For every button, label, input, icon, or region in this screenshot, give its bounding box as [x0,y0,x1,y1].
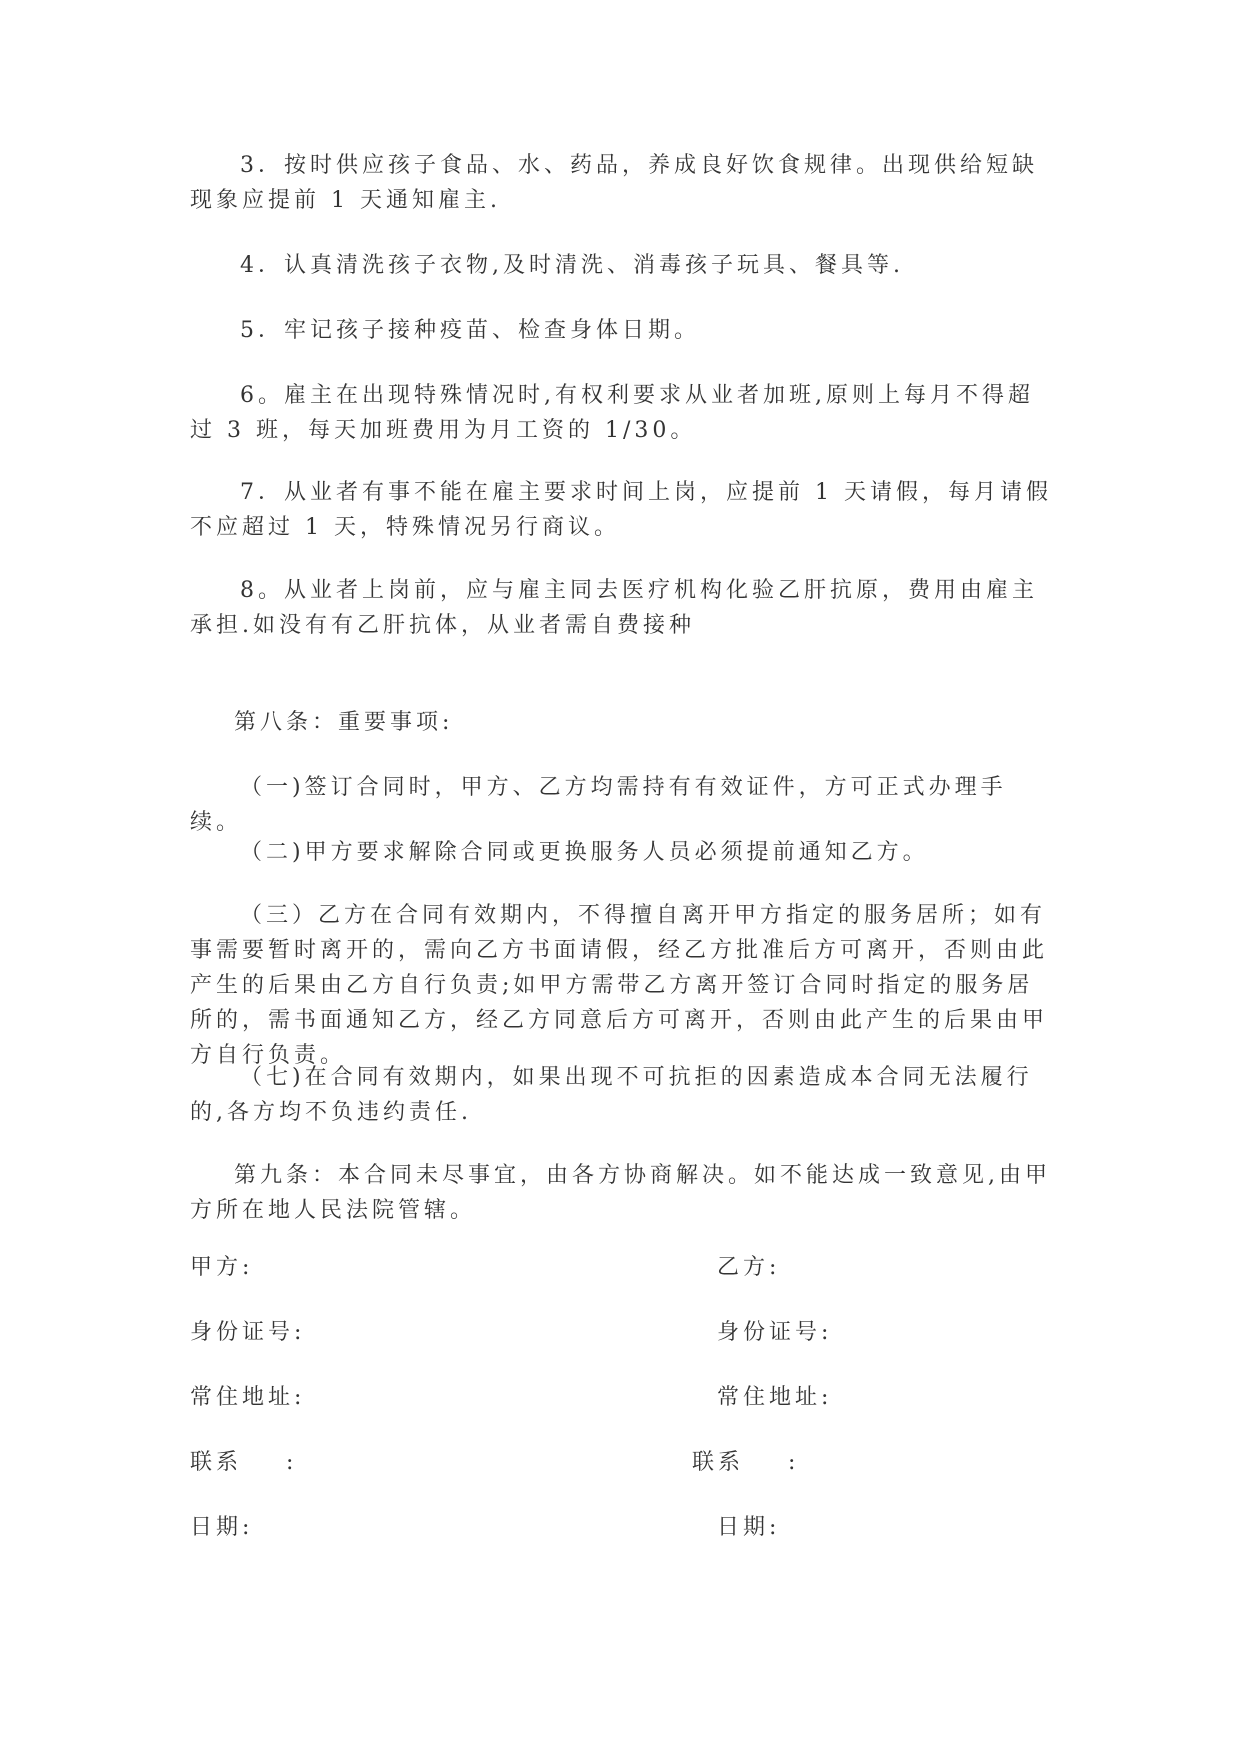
party-a-contact-colon: : [286,1450,298,1475]
party-b-id-label: 身份证号: [717,1320,833,1345]
signature-id-row [0,1315,1241,1350]
signature-party-row [0,1250,1241,1285]
party-b-label: 乙方: [717,1255,781,1280]
article-8-item-1: （一)签订合同时，甲方、乙方均需持有有效证件，方可正式办理手续。 [190,775,1007,835]
clause-8: 8。从业者上岗前，应与雇主同去医疗机构化验乙肝抗原，费用由雇主承担.如没有有乙肝抗体，从业者需自费接种 [190,578,1038,638]
party-a-id-label: 身份证号: [190,1320,306,1345]
article-8-heading: 第八条：重要事项: [234,710,454,735]
signature-date-row [0,1510,1241,1545]
party-b-address-label: 常住地址: [717,1385,833,1410]
article-8-item-2: （二)甲方要求解除合同或更换服务人员必须提前通知乙方。 [240,840,929,865]
article-8-item-3: （三）乙方在合同有效期内，不得擅自离开甲方指定的服务居所；如有事需要暂时离开的，需向乙方书面请假，经乙方批准后方可离开，否则由此产生的后果由乙方自行负责;如甲方需带乙方离开签订合同时指定的服务居所的，需书面通知乙方，经乙方同意后方可离开，否则由此产生的后果由甲方自行负责。 [190,903,1049,1068]
party-b-contact-colon: : [788,1450,800,1475]
clause-3: 3．按时供应孩子食品、水、药品，养成良好饮食规律。出现供给短缺现象应提前 1 天通知雇主. [190,153,1038,213]
article-9: 第九条：本合同未尽事宜，由各方协商解决。如不能达成一致意见,由甲方所在地人民法院管辖。 [190,1163,1051,1223]
party-b-contact [692,1445,799,1480]
party-a-label: 甲方: [190,1255,254,1280]
party-a-contact-label: 联系 [190,1450,243,1475]
clause-4: 4．认真清洗孩子衣物,及时清洗、消毒孩子玩具、餐具等. [240,253,904,278]
signature-contact-row [0,1445,1241,1480]
party-b-date-label: 日期: [717,1515,781,1540]
party-b-contact-label: 联系 [692,1450,745,1475]
party-a-date-label: 日期: [190,1515,254,1540]
clause-6: 6。雇主在出现特殊情况时,有权利要求从业者加班,原则上每月不得超过 3 班，每天加班费用为月工资的 1/30。 [190,383,1034,443]
article-8-item-7: （七)在合同有效期内，如果出现不可抗拒的因素造成本合同无法履行的,各方均不负违约责任. [190,1065,1033,1125]
clause-7: 7．从业者有事不能在雇主要求时间上岗，应提前 1 天请假，每月请假不应超过 1 天，特殊情况另行商议。 [190,480,1052,540]
signature-address-row [0,1380,1241,1415]
clause-5: 5．牢记孩子接种疫苗、检查身体日期。 [240,318,700,343]
party-a-contact [190,1445,297,1480]
party-a-address-label: 常住地址: [190,1385,306,1410]
